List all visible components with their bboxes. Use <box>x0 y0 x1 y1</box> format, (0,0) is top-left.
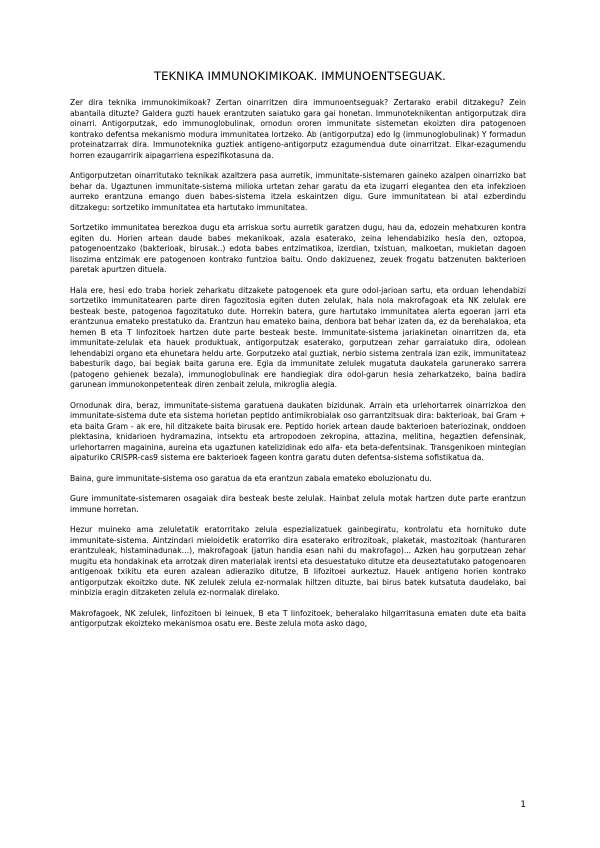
paragraph: Makrofagoek, NK zelulek, linfozitoen bi leinuek, B eta T linfozitoek, beheralako hilgarritasuna ematen dute eta baita antigorputzak ekoizteko mekanismoa osatu ere. Beste zelula mota asko dago, <box>70 608 526 628</box>
paragraph: Sortzetiko immunitatea berezkoa dugu eta arriskua sortu aurretik garatzen dugu, hau da, edozein mehatxuren kontra egiten du. Horien artean daude babes mekanikoak, azala esaterako, zeina lehendabiziko hesia den, oztopoa, patogenoentzako (bakterioak, birusak..) edota babes entzimatikoa, izerdian, txistuan, malkoetan, mukietan dagoen lisozima entzimak ere patogenoen kontrako funtzioa baitu. Ondo dakizuenez, zeuek frogatu batzenuten bakterioen paretak apurtzen dituela. <box>70 223 526 274</box>
paragraph: Zer dira teknika immunokimikoak? Zertan oinarritzen dira immunoentseguak? Zertarako erabil ditzakegu? Zein abantaila dituzte? Galdera guzti hauek erantzuten saiatuko gara gai honetan. Immunoteknikentan antigorputzak dira oinarri. Antigorputzak, edo immunoglobulinak, ornodun ororen immunitate sistemetan ekoizten dira patogenoen kontrako defentsa mekanismo modura immunitatea lortzeko. Ab (antigorputza) edo Ig (immunoglobulinak) Y formadun proteinatzarrak dira. Immunoteknika guztiek antigeno-antigorputz ezagumendua dute oinarritzat. Elkar-ezagumendu horren ezaugarririk aipagarriena espezifikotasuna da. <box>70 98 526 160</box>
paragraph: Ornodunak dira, beraz, immunitate-sistema garatuena daukaten bizidunak. Arrain eta urlehortarrek oinarrizkoa den immunitate-sistema dute eta sistema horietan peptido antimikrobialak oso garrantzitsuak dira: bakterioak, bai Gram + eta baita Gram - ak ere, hil ditzakete baita birusak ere. Peptido horiek artean daude bakterioen bateriozinak, onddoen plektasina, knidarioen hydramazina, intsektu eta artropodoen zekropina, attazina, melitina, hegaztien defensinak, urlehortarren magainina, aureina eta ugaztunen katelizidinak edo alfa- eta beta-defentsinak. Transgenikoen mintegian aipaturiko CRISPR-cas9 sistema ere bakterioek fageen kontra garatu duten defentsa-sistema sofistikatua da. <box>70 400 526 462</box>
paragraph: Gure immunitate-sistemaren osagaiak dira besteak beste zelulak. Hainbat zelula motak hartzen dute parte erantzun immune horretan. <box>70 494 526 514</box>
document-title: TEKNIKA IMMUNOKIMIKOAK. IMMUNOENTSEGUAK. <box>154 69 446 83</box>
paragraph: Baina, gure immunitate-sistema oso garatua da eta erantzun zabala emateko eboluzionatu du. <box>70 473 432 483</box>
paragraph: Antigorputzetan oinarritutako teknikak azaltzera pasa aurretik, immunitate-sistemaren gaineko azalpen oinarrizko bat behar da. Ugaztunen immunitate-sistema milioka urtetan zehar garatu da eta izugarri elegantea den eta infekzioen aurreko erantzuna emango duen babes-sistema itzela eskaintzen digu. Gure immunitatean bi atal ezberdindu ditzakegu: sortzetiko immunitatea eta hartutako immunitatea. <box>70 171 526 212</box>
paragraph: Hala ere, hesi edo traba horiek zeharkatu ditzakete patogenoek eta gure odol-jarioan sartu, eta orduan lehendabizi sortzetiko immunitatearen parte diren fagozitosia egiten duten zelulak, hala nola makrofagoak eta NK zelulak ere besteak beste, patogenoa fagozitatuko dute. Horrekin batera, gure hartutako immunitatea alerta egoeran jarri eta erantzunua emateko prestatuko da. Erantzun hau emateko baina, denbora bat behar izaten da, ez da berehalakoa, eta hemen B eta T linfozitoek hartzen dute parte besteak beste. Immunitate-sistema jariakinetan oinarritzen da, eta immunitate-zelulak eta hauek produktuak, antigorputzak esaterako, gorputzean zehar garraiatuko dira, odolean lehendabizi organo eta ehunetara heldu arte. Gorputzeko atal guztiak, nerbio sistema zentrala izan ezik, immunitateaz babesturik dago, bai begiak baita garuna ere. Egia da immunitate zelulek mugatuta daukatela garunerako sarrera (patogeno gehienek bezala), immunoglobulinak ere handiegiak dira odol-garun hesia zeharkatzeko, baina badira garunean immunokonpetenteak diren zenbait zelula, mikroglia alegia. <box>70 285 526 389</box>
page-number: 1 <box>520 800 526 810</box>
paragraph: Hezur muineko ama zeluletatik eratorritako zelula espezializatuek gainbegiratu, kontrolatu eta hornituko dute immunitate-sistema. Aintzindari mieloidetik eratorriko dira esaterako eritrozitoak, plaketak, mastozitoak (hanturaren erantzuleak, histaminadunak…), makrofagoak (jatun handia esan nahi du makrofago)... Azken hau gorputzean zehar mugitu eta hondakinak eta arrotzak diren materialak irentsi eta desuestatuko ditutze eta deuseztatutako patogenoaren antigenoak txikitu eta euren azalean adieraziko ditutze, B lifozitoei aurkeztuz. Hauek antigeno horien kontrako antigorputzak ekoitzko dute. NK zelulek zelula ez-normalak hiltzen dituzte, bai birus batek kutsatuta daudelako, bai minbizia eragin ditzaketen zelula ez-normalak direlako. <box>70 525 526 597</box>
document-body <box>70 98 526 640</box>
